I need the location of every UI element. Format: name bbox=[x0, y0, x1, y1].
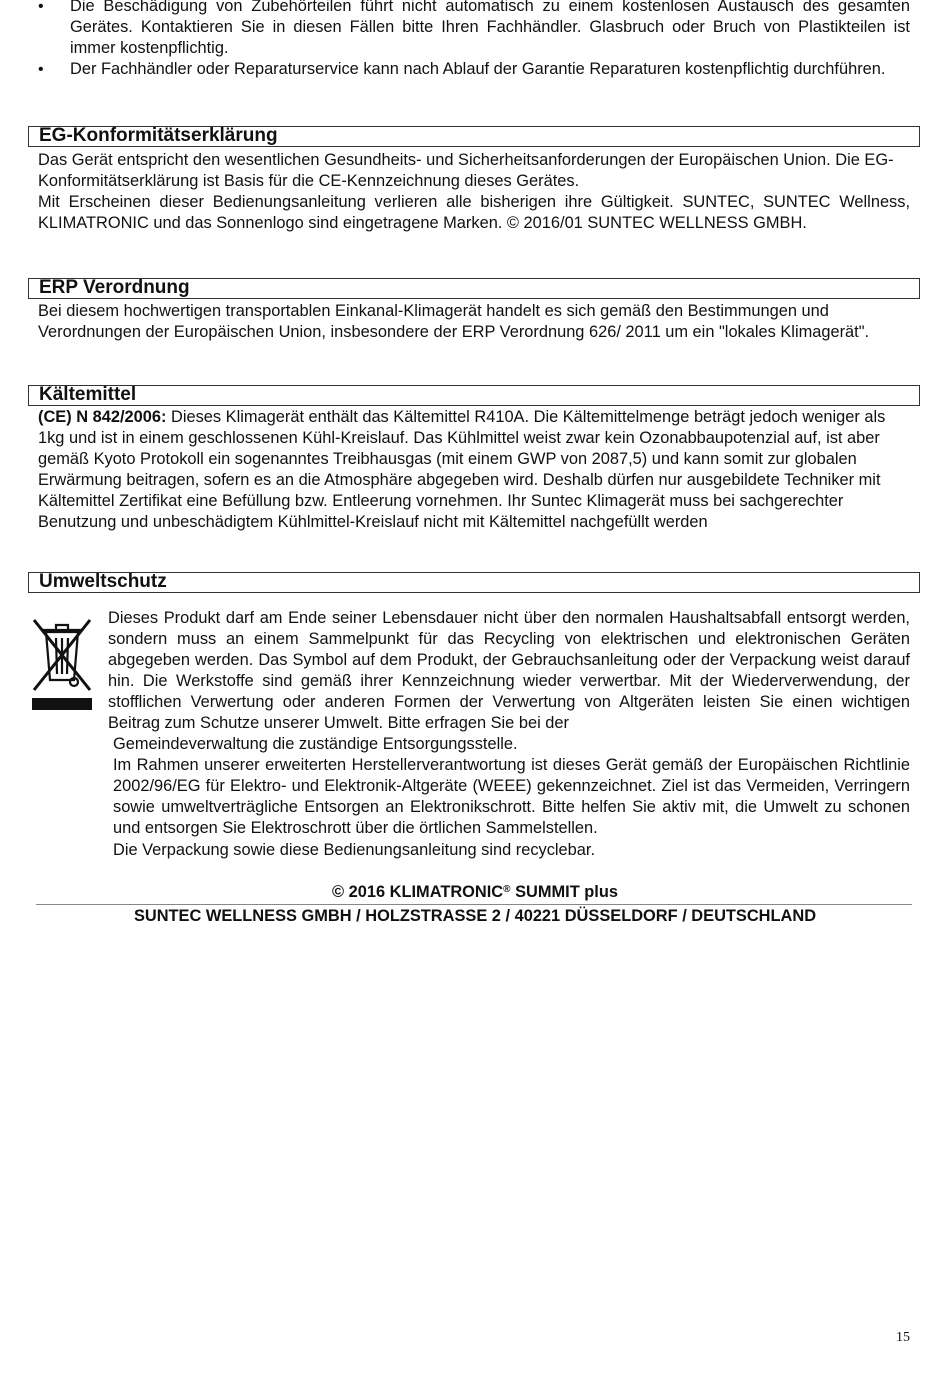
warranty-bullet: • Der Fachhändler oder Reparaturservice kann nach Ablauf der Garantie Reparaturen kostenpflichtig durchführen. bbox=[38, 60, 886, 78]
footer-divider bbox=[36, 904, 912, 905]
eg-text-1: Das Gerät entspricht den wesentlichen Gesundheits- und Sicherheitsanforderungen der Europäischen Union. Die EG-Konformitätserklärung ist Basis für die CE-Kennzeichnung dieses Gerätes. bbox=[38, 151, 894, 190]
page-number: 15 bbox=[896, 1330, 910, 1345]
section-heading-kaeltemittel: Kältemittel bbox=[28, 385, 920, 406]
warranty-bullet-list bbox=[38, 0, 910, 80]
section-heading-umweltschutz: Umweltschutz bbox=[28, 572, 920, 593]
kaeltemittel-text: (CE) N 842/2006: Dieses Klimagerät enthält das Kältemittel R410A. Die Kältemittelmenge beträgt jedoch weniger als 1kg und ist in einem geschlossenen Kühl-Kreislauf. Das Kühlmittel weist zwar kein Ozonabbaupotenzial auf, ist aber gemäß Kyoto Protokoll ein sogenanntes Treibhausgas (mit einem GWP von 2087,5) und kann somit zur globalen Erwärmung beitragen, sofern es an die Atmosphäre abgegeben wird. Deshalb dürfen nur ausgebildete Techniker mit Kältemittel Zertifikat eine Befüllung bzw. Entleerung vornehmen. Ihr Suntec Klimagerät muss bei sachgerechter Benutzung und unbeschädigtem Kühlmittel-Kreislauf nicht mit Kältemittel nachgefüllt werden bbox=[38, 408, 886, 531]
footer-address: SUNTEC WELLNESS GMBH / HOLZSTRASSE 2 / 40221 DÜSSELDORF / DEUTSCHLAND bbox=[133, 907, 817, 925]
registered-mark: ® bbox=[503, 884, 511, 895]
footer-copyright: © 2016 KLIMATRONIC® SUMMIT plus bbox=[332, 883, 618, 901]
umweltschutz-text-1: Dieses Produkt darf am Ende seiner Lebensdauer nicht über den normalen Haushaltsabfall entsorgt werden, sondern muss an einem Sammelpunkt für das Recycling von elektrischen und elektronischen Geräten abgegeben werden. Das Symbol auf dem Produkt, der Gebrauchsanleitung oder der Verpackung weist darauf hin. Die Werkstoffe sind gemäß ihrer Kennzeichnung wieder verwertbar. Mit der Wiederverwendung, der stofflichen Verwertung oder anderen Formen der Verwertung von Altgeräten leisten Sie einen wichtigen Beitrag zum Schutze unserer Umwelt. Bitte erfragen Sie bei der bbox=[108, 609, 910, 732]
erp-text: Bei diesem hochwertigen transportablen Einkanal-Klimagerät handelt es sich gemäß den Bestimmungen und Verordnungen der Europäischen Union, insbesondere der ERP Verordnung 626/ 2011 um ein "lokales Klimagerät". bbox=[38, 302, 870, 341]
weee-crossed-bin-icon bbox=[30, 614, 94, 712]
section-heading-erp: ERP Verordnung bbox=[28, 278, 920, 299]
umweltschutz-text-1b: Gemeindeverwaltung die zuständige Entsorgungsstelle. bbox=[113, 735, 518, 753]
umweltschutz-text-3: Die Verpackung sowie diese Bedienungsanleitung sind recyclebar. bbox=[113, 841, 596, 859]
bullet-icon: • bbox=[38, 0, 44, 15]
regulation-reference: (CE) N 842/2006: bbox=[38, 408, 167, 426]
warranty-bullet: • Die Beschädigung von Zubehörteilen führt nicht automatisch zu einem kostenlosen Austausch des gesamten Gerätes. Kontaktieren Sie in diesen Fällen bitte Ihren Fachhändler. Glasbruch oder Bruch von Plastikteilen ist immer kostenpflichtig. bbox=[38, 0, 910, 59]
eg-text-2: Mit Erscheinen dieser Bedienungsanleitung verlieren alle bisherigen ihre Gültigkeit. SUNTEC, SUNTEC Wellness, KLIMATRONIC und das Sonnenlogo sind eingetragene Marken. © 2016/01 SUNTEC WELLNESS GMBH. bbox=[38, 193, 910, 232]
bullet-icon: • bbox=[38, 61, 44, 78]
section-heading-eg: EG-Konformitätserklärung bbox=[28, 126, 920, 147]
umweltschutz-text-2: Im Rahmen unserer erweiterten Herstellerverantwortung ist dieses Gerät gemäß der Europäischen Richtlinie 2002/96/EG für Elektro- und Elektronik-Altgeräte (WEEE) gekennzeichnet. Ziel ist das Vermeiden, Verringern sowie umweltverträgliche Entsorgen an Elektronikschrott. Bitte helfen Sie aktiv mit, die Umwelt zu schonen und entsorgen Sie Elektroschrott über die örtlichen Sammelstellen. bbox=[113, 756, 910, 837]
